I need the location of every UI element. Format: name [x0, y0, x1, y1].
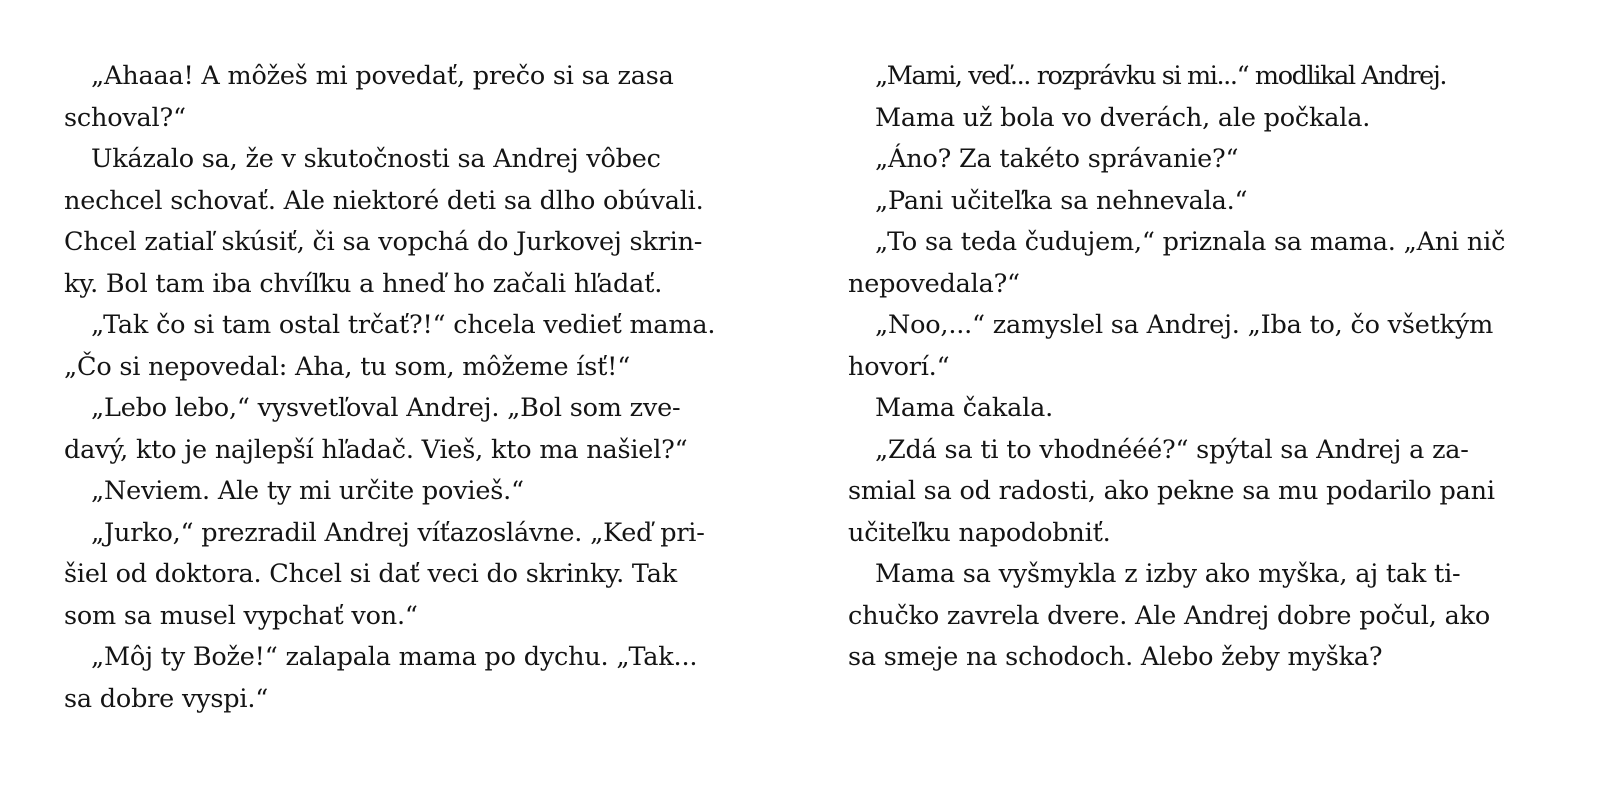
text-line: „Tak čo si tam ostal trčať?!“ chcela vedieť mama.	[91, 310, 716, 340]
text-line: „Ahaaa! A môžeš mi povedať, prečo si sa zasa	[91, 61, 674, 91]
text-line: „Zdá sa ti to vhodnééé?“ spýtal sa Andrej a za-	[875, 434, 1469, 465]
text-line: „Mami, veď... rozprávku si mi...“ modlikal Andrej.	[875, 61, 1447, 91]
text-line: chučko zavrela dvere. Ale Andrej dobre počul, ako	[848, 600, 1490, 631]
left-page	[64, 56, 764, 720]
text-line: „Môj ty Bože!“ zalapala mama po dychu. „Tak...	[91, 642, 698, 672]
text-line: „Áno? Za takéto správanie?“	[875, 144, 1239, 174]
text-line: „Neviem. Ale ty mi určite povieš.“	[91, 476, 524, 506]
text-line: učiteľku napodobniť.	[848, 517, 1111, 548]
text-line: hovorí.“	[848, 351, 950, 382]
text-line: „Čo si nepovedal: Aha, tu som, môžeme ísť!“	[64, 351, 631, 382]
text-line: smial sa od radosti, ako pekne sa mu podarilo pani	[848, 476, 1495, 506]
text-line: sa smeje na schodoch. Alebo žeby myška?	[848, 642, 1383, 672]
text-line: sa dobre vyspi.“	[64, 683, 269, 714]
text-line: Mama čakala.	[875, 393, 1054, 423]
text-line: „Lebo lebo,“ vysvetľoval Andrej. „Bol som zve-	[91, 393, 681, 423]
text-line: som sa musel vypchať von.“	[64, 600, 418, 631]
text-line: ky. Bol tam iba chvíľku a hneď ho začali hľadať.	[64, 268, 663, 299]
text-line: davý, kto je najlepší hľadač. Vieš, kto ma našiel?“	[64, 434, 688, 465]
text-line: Mama už bola vo dverách, ale počkala.	[875, 102, 1371, 133]
text-line: Ukázalo sa, že v skutočnosti sa Andrej vôbec	[91, 144, 661, 174]
text-line: „Pani učiteľka sa nehnevala.“	[875, 185, 1248, 216]
text-line: „To sa teda čudujem,“ priznala sa mama. „Ani nič	[875, 227, 1506, 257]
text-line: Mama sa vyšmykla z izby ako myška, aj tak ti-	[875, 559, 1461, 589]
text-line: „Jurko,“ prezradil Andrej víťazoslávne. „Keď pri-	[91, 517, 705, 548]
text-line: nepovedala?“	[848, 268, 1020, 299]
text-line: schoval?“	[64, 102, 186, 133]
text-line: šiel od doktora. Chcel si dať veci do skrinky. Tak	[64, 559, 677, 589]
text-line: „Noo,...“ zamyslel sa Andrej. „Iba to, čo všetkým	[875, 310, 1494, 340]
right-page	[848, 56, 1548, 679]
text-line: Chcel zatiaľ skúsiť, či sa vopchá do Jurkovej skrin-	[64, 227, 703, 257]
text-line: nechcel schovať. Ale niektoré deti sa dlho obúvali.	[64, 185, 704, 216]
